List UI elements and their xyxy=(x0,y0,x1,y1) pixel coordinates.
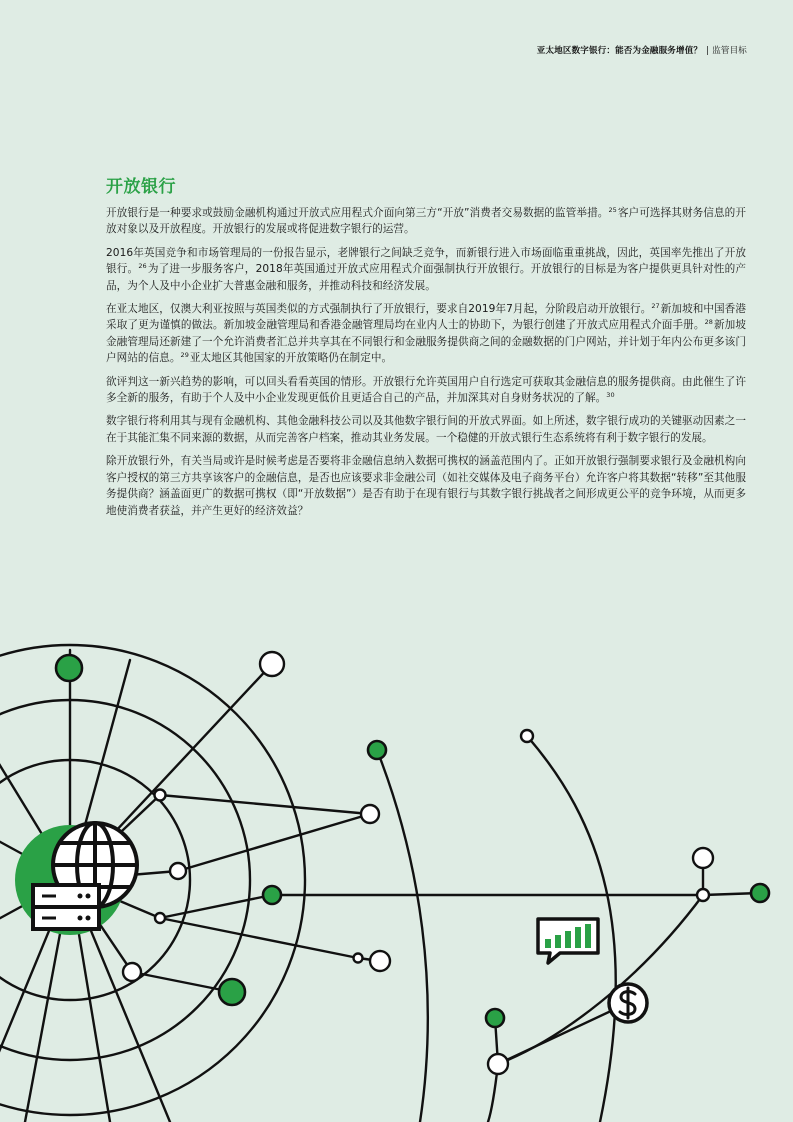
footnote-ref: 26 xyxy=(138,262,147,271)
node-white xyxy=(361,805,379,823)
paragraph-text: 开放银行是一种要求或鼓励金融机构通过开放式应用程式介面向第三方“开放”消费者交易数据的监管举措。 xyxy=(106,207,609,219)
node-white xyxy=(693,848,713,868)
node-green xyxy=(263,886,281,904)
node-white xyxy=(697,889,709,901)
network-illustration xyxy=(0,600,793,1122)
paragraph-text: 2016年英国竞争和市场管理局的一份报告显示，老牌银行之间缺乏竞争，而新银行进入市场面临重重挑战，因此，英国率先推出了开放银行。 xyxy=(106,246,746,276)
paragraph-text: 客户可选择其财务信息的开放对象以及开放程度。开放银行的发展或将促进数字银行的运营。 xyxy=(106,207,746,236)
node-white xyxy=(123,963,141,981)
footnote-ref: 25 xyxy=(608,206,617,214)
dollar-icon xyxy=(609,984,647,1022)
node-white xyxy=(155,913,165,923)
paragraph-6 xyxy=(106,453,746,519)
running-header xyxy=(537,44,747,56)
node-white xyxy=(170,863,186,879)
node-white xyxy=(488,1054,508,1074)
node-green xyxy=(219,979,245,1005)
node-green xyxy=(751,884,769,902)
paragraph-text: 除开放银行外，有关当局或许是时候考虑是否要将非金融信息纳入数据可携权的涵盖范围内了。正如开放银行强制要求银行及金融机构向客户授权的第三方共享该客户的金融信息，是否也应该要求非金融公司（如社交媒体及电子商务平台）允许客户将其数据“转移”至其他服务提供商？涵盖面更广的数据可携权（即“开放数据”）是否有助于在现有银行与其数字银行挑战者之间形成更公平的竞争环境，从而更多地使消费者获益，并产生更好的经济效益？ xyxy=(106,455,746,517)
footnote-ref: 29 xyxy=(180,351,189,360)
main-content xyxy=(106,172,746,526)
paragraph-text: 欲评判这一新兴趋势的影响，可以回头看看英国的情形。开放银行允许英国用户自行选定可获取其金融信息的服务提供商。由此催生了许多全新的服务，有助于个人及中小企业发现更低价且更适合自己的产品，并加深其对自身财务状况的了解。 xyxy=(106,375,746,405)
section-label: 监管目标 xyxy=(712,46,747,56)
paragraph-3 xyxy=(106,301,746,367)
paragraph-5 xyxy=(106,413,746,446)
report-title: 亚太地区数字银行：能否为金融服务增值？ xyxy=(536,46,703,56)
node-green xyxy=(368,741,386,759)
server-icon xyxy=(33,885,99,929)
paragraph-text: 新加坡金融管理局还新建了一个允许消费者汇总并共享其在不同银行和金融服务提供商之间的金融数据的门户网站，并计划于年内公布更多该门户网站的信息。 xyxy=(106,319,747,365)
paragraph-text: 数字银行将利用其与现有金融机构、其他金融科技公司以及其他数字银行间的开放式界面。如上所述，数字银行成功的关键驱动因素之一在于其能汇集不同来源的数据，从而完善客户档案，推动其业务发展。一个稳健的开放式银行生态系统将有利于数字银行的发展。 xyxy=(106,415,746,444)
paragraph-2 xyxy=(106,245,746,294)
node-green xyxy=(56,655,82,681)
header-separator: | xyxy=(706,46,710,56)
paragraph-text: 新加坡和中国香港采取了更为谨慎的做法。新加坡金融管理局和香港金融管理局均在业内人士的协助下，为银行创建了开放式应用程式介面手册。 xyxy=(106,303,746,332)
node-white xyxy=(260,652,284,676)
paragraph-4 xyxy=(106,374,746,407)
paragraph-text: 为了进一步服务客户，2018年英国通过开放式应用程式介面强制执行开放银行。开放银行的目标是为客户提供更具针对性的产品，为个人及中小企业扩大普惠金融和服务，并推动科技和经济发展。 xyxy=(106,263,746,292)
node-white xyxy=(370,951,390,971)
bar-chart-speech-icon xyxy=(538,919,598,963)
footnote-ref: 28 xyxy=(704,318,713,327)
node-white xyxy=(521,730,533,742)
paragraph-text: 在亚太地区，仅澳大利亚按照与英国类似的方式强制执行了开放银行，要求自2019年7月起，分阶段启动开放银行。 xyxy=(106,303,652,316)
footnote-ref: 27 xyxy=(651,302,660,311)
node-white xyxy=(155,790,166,801)
footnote-ref: 30 xyxy=(606,391,615,400)
node-green xyxy=(486,1009,504,1027)
paragraph-1 xyxy=(106,205,746,238)
node-white xyxy=(354,954,363,963)
paragraph-text: 亚太地区其他国家的开放策略仍在制定中。 xyxy=(189,352,393,365)
section-title: 开放银行 xyxy=(106,177,176,197)
